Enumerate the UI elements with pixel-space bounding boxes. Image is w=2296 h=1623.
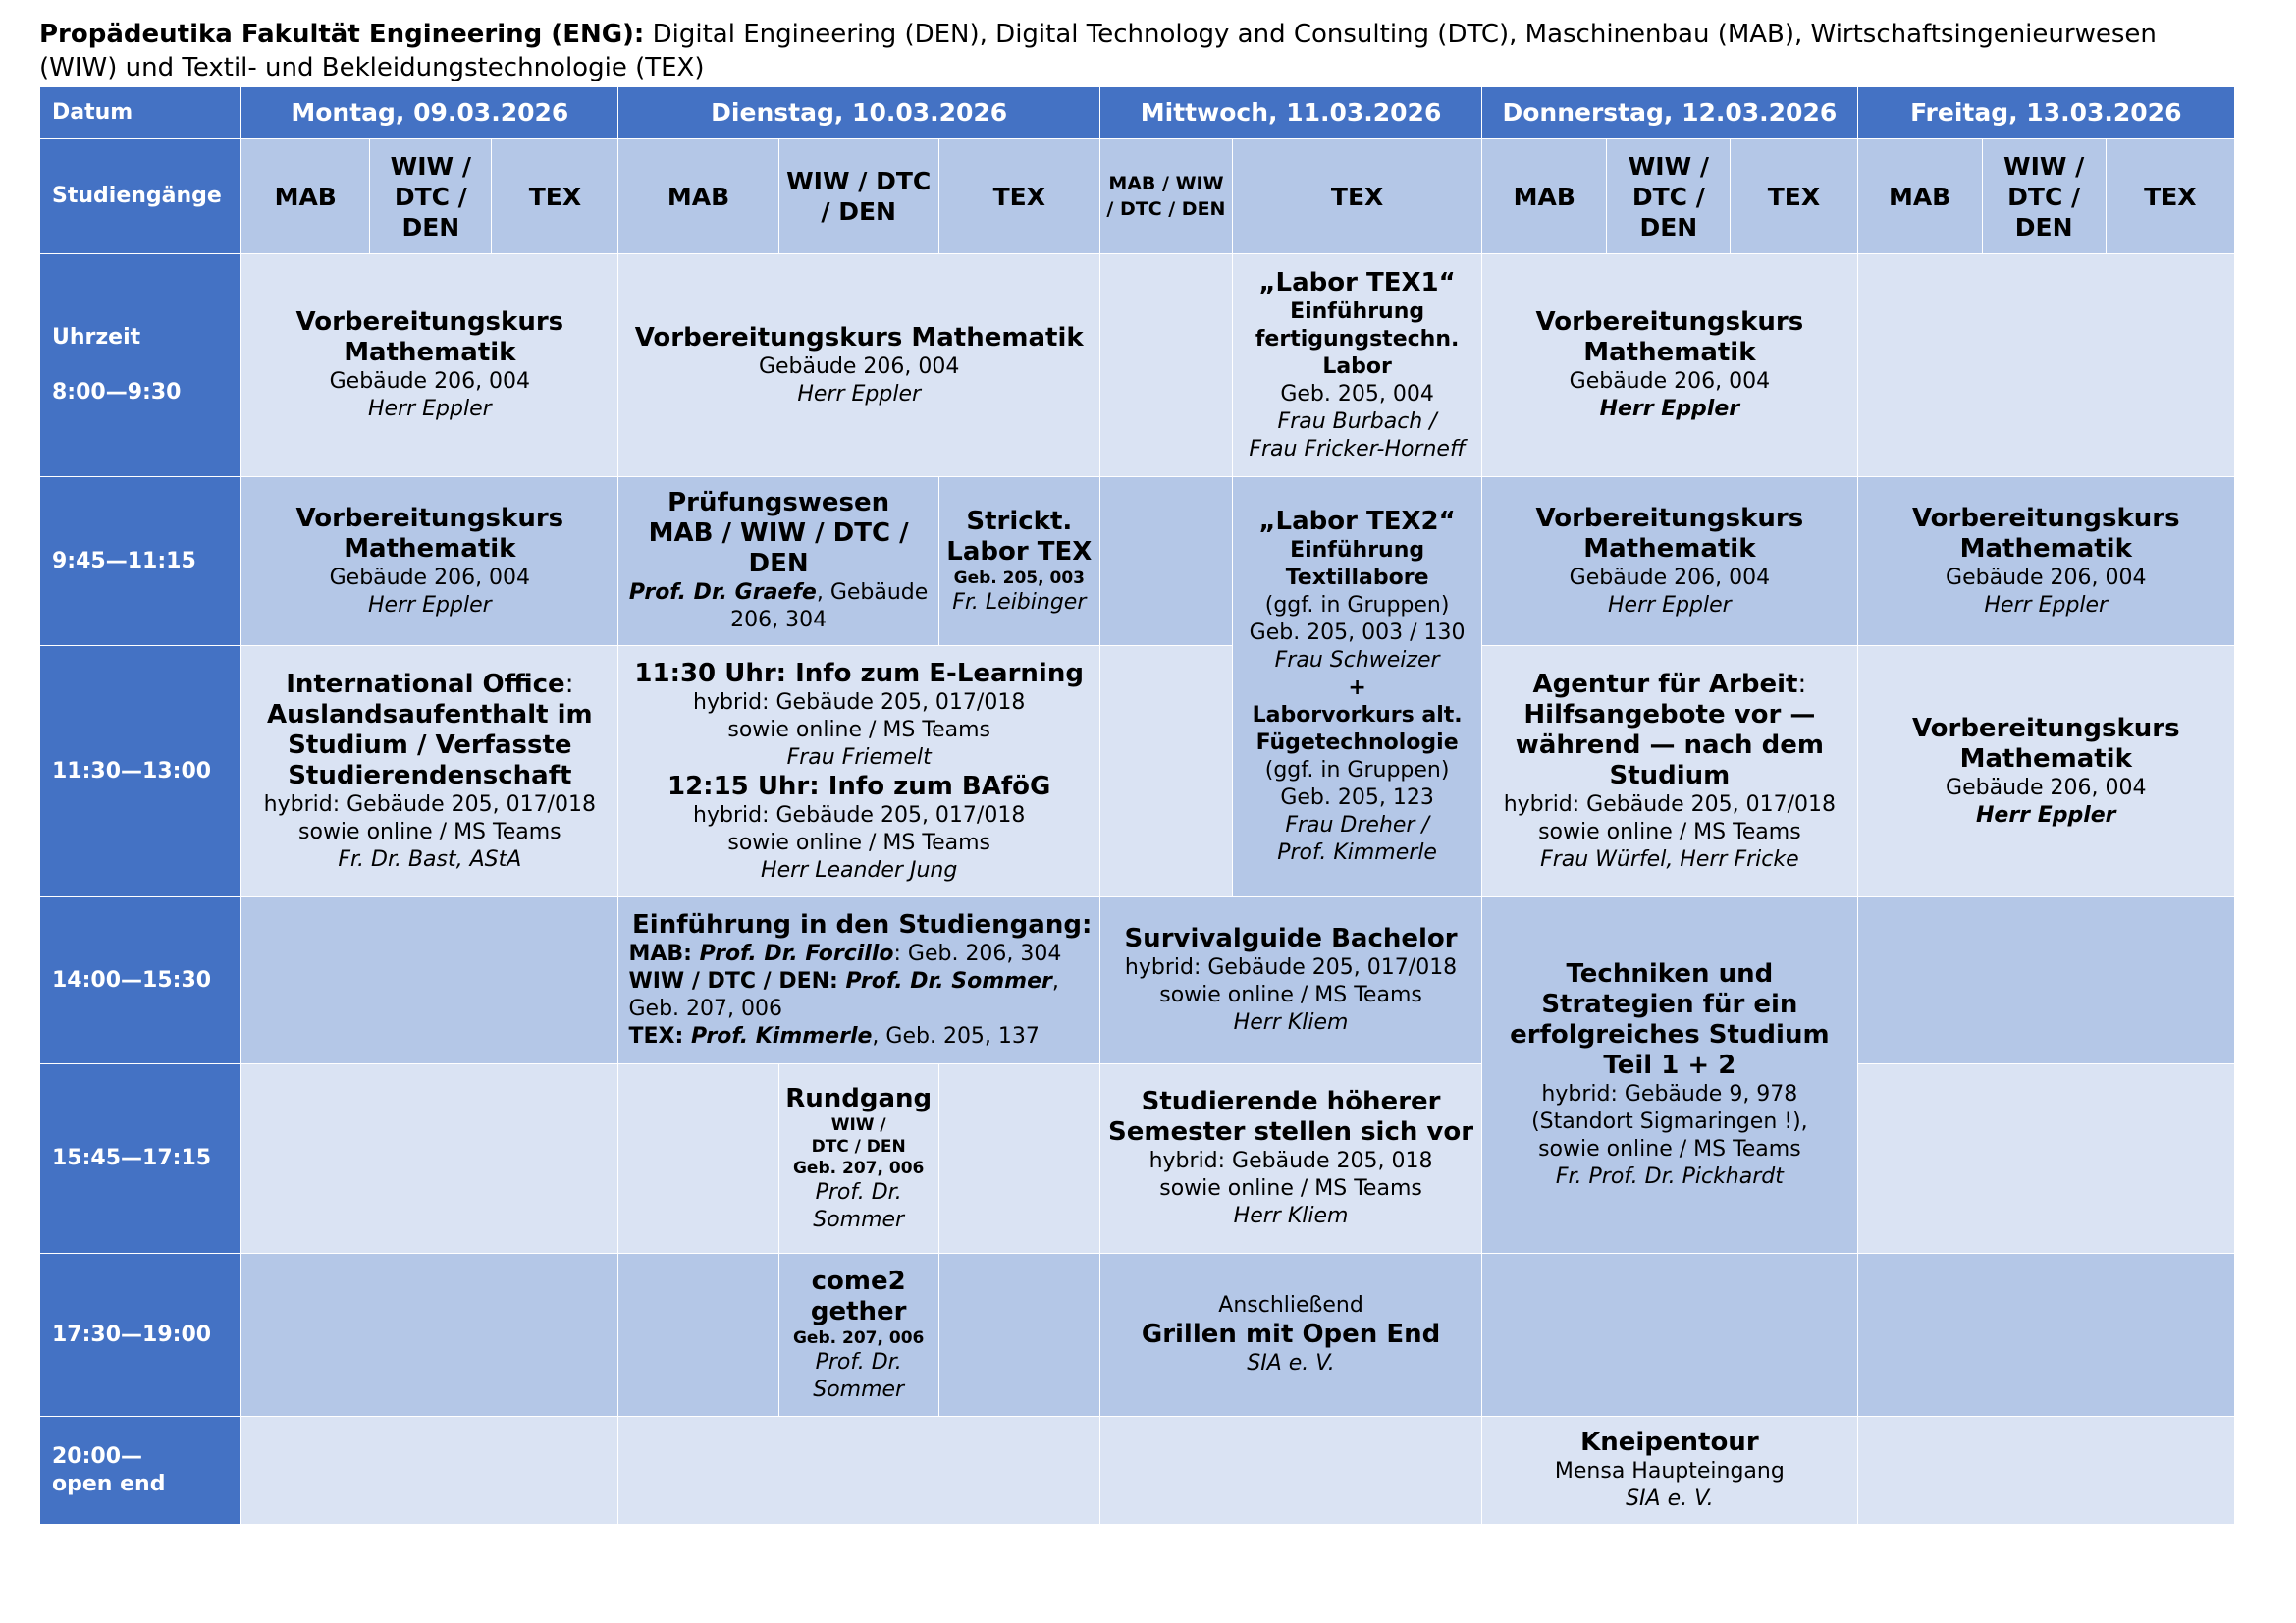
aa-title-a: Agentur für Arbeit	[1532, 669, 1798, 699]
event-room: Gebäude 206, 004	[1946, 775, 2147, 800]
event-math-fri-2	[1857, 477, 2234, 646]
event-room: , Geb. 205, 137	[872, 1024, 1040, 1049]
program-tex: TEX	[938, 139, 1099, 254]
timeslot-row-2	[40, 477, 2235, 646]
event-title: Vorbereitungskurs Mathematik	[634, 322, 1084, 352]
time-2: 9:45—11:15	[40, 477, 241, 646]
empty-cell	[938, 1254, 1099, 1417]
empty-cell	[241, 1064, 618, 1254]
empty-cell	[1857, 1417, 2234, 1525]
event-room: hybrid: Gebäude 205, 017/018	[693, 802, 1026, 828]
event-labor-tex1	[1233, 254, 1482, 477]
empty-cell	[1482, 1254, 1857, 1417]
event-room: Gebäude 206, 004	[1569, 369, 1771, 394]
event-pre: Anschließend	[1218, 1293, 1363, 1318]
empty-cell	[618, 1254, 778, 1417]
event-title: Einführung in den Studiengang:	[632, 910, 1093, 940]
program-wiw: WIW / DTC / DEN	[1982, 139, 2106, 254]
event-line: Einführung	[1290, 298, 1425, 324]
event-room: , Geb. 207, 006	[628, 969, 1059, 1021]
day-tuesday: Dienstag, 10.03.2026	[618, 87, 1099, 139]
event-title: Strickt.	[966, 506, 1073, 536]
program-mab: MAB	[1482, 139, 1607, 254]
event-person: Prof. Dr. Sommer	[845, 969, 1052, 994]
event-title: „Labor TEX2“	[1258, 507, 1456, 536]
header-row-days	[40, 87, 2235, 139]
event-person: SIA e. V.	[1247, 1351, 1335, 1376]
timeslot-row-5	[40, 1064, 2235, 1254]
timeslot-row-7	[40, 1417, 2235, 1525]
event-title	[1486, 670, 1852, 700]
empty-cell	[618, 1064, 778, 1254]
event-kneipentour	[1482, 1417, 1857, 1525]
event-title: Techniken und Strategien für ein erfolgreiches Studium Teil 1 + 2	[1510, 959, 1830, 1080]
timeslot-row-3	[40, 646, 2235, 897]
event-person: Prof. Dr. Graefe	[628, 580, 817, 605]
event-title: Vorbereitungskurs	[1911, 713, 2180, 743]
event-line: Labor	[1322, 353, 1392, 379]
event-person: Prof. Dr. Forcillo	[699, 942, 894, 966]
timeslot-row-4	[40, 897, 2235, 1064]
event-room: hybrid: Gebäude 205, 017/018	[693, 689, 1026, 715]
event-person: Frau Würfel, Herr Fricke	[1540, 846, 1799, 872]
event-title: Rundgang	[785, 1083, 933, 1113]
program-wiw: WIW / DTC / DEN	[778, 139, 938, 254]
event-title: Mathematik	[344, 533, 516, 564]
event-line: Laborvorkurs alt.	[1252, 703, 1463, 728]
empty-cell	[1857, 254, 2234, 477]
event-room: Geb. 207, 006	[792, 1158, 925, 1178]
title-bold: Propädeutika Fakultät Engineering (ENG):	[39, 20, 645, 49]
event-title: Mathematik	[1583, 338, 1756, 367]
day-thursday: Donnerstag, 12.03.2026	[1482, 87, 1857, 139]
event-details	[622, 579, 934, 634]
ein-mab-label: MAB:	[628, 942, 700, 966]
event-person: Herr Eppler	[1608, 592, 1732, 618]
timeslot-row-6	[40, 1254, 2235, 1417]
event-rundgang	[778, 1064, 938, 1254]
event-title: Prüfungswesen	[667, 488, 890, 517]
event-line: Einführung	[1290, 538, 1425, 563]
event-title: Vorbereitungskurs	[1535, 307, 1804, 337]
event-title: Vorbereitungskurs	[295, 503, 564, 533]
event-title: Mathematik	[1959, 533, 2132, 564]
event-math-thu-1	[1482, 254, 1857, 477]
event-title: Vorbereitungskurs	[1911, 503, 2180, 533]
event-room: Geb. 205, 004	[1280, 381, 1434, 406]
event-plus: +	[1348, 676, 1366, 700]
event-person: Frau Schweizer	[1274, 648, 1440, 673]
event-room: Gebäude 206, 004	[329, 369, 531, 394]
event-room: hybrid: Gebäude 205, 018	[1148, 1149, 1433, 1173]
program-tex: TEX	[1731, 139, 1857, 254]
event-line: DTC / DEN	[811, 1136, 906, 1157]
event-math-mon-1	[241, 254, 618, 477]
empty-cell	[241, 1254, 618, 1417]
event-einfuehrung	[618, 897, 1099, 1064]
event-subtitle: MAB / WIW / DTC / DEN	[648, 518, 909, 578]
time-6: 17:30—19:00	[40, 1254, 241, 1417]
event-room: hybrid: Gebäude 205, 017/018	[263, 791, 596, 817]
event-title: Studierende höherer Semester stellen sich vor	[1108, 1087, 1474, 1147]
event-person: Fr. Dr. Bast, AStA	[338, 846, 522, 872]
event-math-thu-2	[1482, 477, 1857, 646]
program-wiw: WIW / DTC / DEN	[1607, 139, 1731, 254]
event-person: Herr Leander Jung	[761, 857, 958, 883]
event-person: Sommer	[813, 1377, 905, 1402]
time-7b: open end	[52, 1471, 166, 1496]
event-room: hybrid: Gebäude 205, 017/018	[1503, 791, 1837, 817]
schedule-table	[39, 86, 2235, 1525]
empty-cell	[938, 1064, 1099, 1254]
event-line	[628, 941, 1095, 968]
event-title	[245, 670, 614, 700]
event-line: (ggf. in Gruppen)	[1264, 593, 1450, 618]
event-international-office	[241, 646, 618, 897]
event-online: sowie online / MS Teams	[727, 830, 990, 855]
event-person: Sommer	[813, 1207, 905, 1232]
time-label-1	[40, 254, 241, 477]
event-title: 11:30 Uhr: Info zum E-Learning	[634, 658, 1084, 688]
event-elearning-bafoeg	[618, 646, 1099, 897]
event-labor-tex2	[1233, 477, 1482, 897]
event-title: come2	[811, 1266, 906, 1296]
event-title: Kneipentour	[1580, 1428, 1759, 1457]
event-room: Geb. 205, 003	[953, 568, 1085, 588]
event-online: sowie online / MS Teams	[1538, 1137, 1801, 1162]
datum-label: Datum	[40, 87, 241, 139]
event-person: Prof. Kimmerle	[690, 1024, 873, 1049]
event-online: sowie online / MS Teams	[1538, 819, 1801, 844]
program-wiw: WIW / DTC / DEN	[370, 139, 492, 254]
event-person: Herr Eppler	[1976, 802, 2116, 828]
event-online: sowie online / MS Teams	[1159, 983, 1422, 1007]
event-person: Herr Eppler	[797, 381, 922, 406]
empty-cell	[618, 1417, 1099, 1525]
event-line	[628, 968, 1095, 1023]
studiengaenge-label: Studiengänge	[40, 139, 241, 254]
document-title	[39, 18, 2238, 84]
event-person: Herr Kliem	[1233, 1010, 1349, 1035]
event-person: Frau Fricker-Horneff	[1249, 436, 1466, 461]
event-room: Mensa Haupteingang	[1554, 1459, 1785, 1484]
time-5: 15:45—17:15	[40, 1064, 241, 1254]
day-wednesday: Mittwoch, 11.03.2026	[1099, 87, 1481, 139]
event-line: Fügetechnologie	[1255, 730, 1459, 755]
event-title: 12:15 Uhr: Info zum BAföG	[667, 771, 1051, 801]
empty-cell	[1099, 477, 1232, 646]
event-online: sowie online / MS Teams	[727, 717, 990, 742]
event-person: Prof. Dr.	[815, 1349, 902, 1375]
event-line: fertigungstechn.	[1255, 326, 1460, 352]
event-come2gether	[778, 1254, 938, 1417]
event-line	[628, 1023, 1095, 1051]
event-room: Geb. 207, 006	[792, 1327, 925, 1348]
program-mab: MAB	[1857, 139, 1982, 254]
event-room: Gebäude 206, 004	[758, 353, 960, 379]
event-person: Frau Friemelt	[786, 744, 932, 770]
event-person: Prof. Dr.	[815, 1179, 902, 1205]
event-title: Grillen mit Open End	[1141, 1320, 1441, 1349]
empty-cell	[1857, 1064, 2234, 1254]
event-studierende-semester	[1099, 1064, 1481, 1254]
event-title: Hilfsangebote vor — während — nach dem Studium	[1515, 699, 1824, 790]
event-title: Mathematik	[1583, 533, 1756, 564]
event-online: sowie online / MS Teams	[298, 819, 561, 844]
event-room: hybrid: Gebäude 205, 017/018	[1124, 955, 1458, 980]
event-strickt-labor	[938, 477, 1099, 646]
aa-colon: :	[1797, 669, 1807, 699]
event-survivalguide	[1099, 897, 1481, 1064]
empty-cell	[1099, 1417, 1481, 1525]
event-room: Gebäude 206, 004	[1946, 565, 2147, 590]
program-tex: TEX	[2106, 139, 2234, 254]
event-title: Mathematik	[1959, 743, 2132, 774]
event-person: Prof. Kimmerle	[1277, 840, 1437, 865]
program-tex: TEX	[1233, 139, 1482, 254]
event-person: Herr Eppler	[1599, 397, 1740, 421]
event-techniken-strategien	[1482, 897, 1857, 1254]
event-title: Mathematik	[344, 338, 516, 367]
event-person: Frau Dreher /	[1285, 813, 1429, 838]
event-title: Auslandsaufenthalt im Studium / Verfasste Studierendenschaft	[267, 699, 593, 790]
event-room: : Geb. 206, 304	[893, 942, 1062, 966]
empty-cell	[241, 1417, 618, 1525]
header-row-programs	[40, 139, 2235, 254]
event-room: Geb. 205, 123	[1280, 785, 1434, 810]
event-line: WIW /	[830, 1114, 886, 1135]
empty-cell	[1857, 1254, 2234, 1417]
program-mab: MAB	[618, 139, 778, 254]
event-title: Vorbereitungskurs	[1535, 503, 1804, 533]
event-room: Geb. 205, 003 / 130	[1249, 621, 1466, 645]
event-title: gether	[810, 1296, 907, 1326]
uhrzeit-label: Uhrzeit	[52, 325, 141, 350]
event-room: Gebäude 206, 004	[329, 565, 531, 590]
ein-tex-label: TEX:	[628, 1024, 691, 1049]
event-math-mon-2	[241, 477, 618, 646]
event-room: hybrid: Gebäude 9, 978	[1541, 1082, 1798, 1107]
event-pruefungswesen	[618, 477, 938, 646]
event-math-fri-3	[1857, 646, 2234, 897]
io-title-a: International Office	[286, 669, 565, 699]
day-monday: Montag, 09.03.2026	[241, 87, 618, 139]
event-title: Survivalguide Bachelor	[1124, 924, 1458, 953]
event-person: SIA e. V.	[1626, 1487, 1714, 1511]
event-room: , Gebäude 206, 304	[730, 580, 929, 632]
event-online: sowie online / MS Teams	[1159, 1176, 1422, 1201]
program-wed-mab: MAB / WIW / DTC / DEN	[1099, 139, 1232, 254]
time-3: 11:30—13:00	[40, 646, 241, 897]
event-agentur-arbeit	[1482, 646, 1857, 897]
empty-cell	[1099, 254, 1232, 477]
day-friday: Freitag, 13.03.2026	[1857, 87, 2234, 139]
empty-cell	[1099, 646, 1232, 897]
empty-cell	[241, 897, 618, 1064]
time-label-7	[40, 1417, 241, 1525]
event-person: Herr Eppler	[367, 397, 492, 421]
event-title: Labor TEX	[946, 536, 1093, 567]
event-person: Fr. Leibinger	[952, 589, 1087, 615]
event-line: Textillabore	[1285, 566, 1429, 590]
event-person: Frau Burbach /	[1277, 408, 1437, 434]
io-colon: :	[564, 669, 574, 699]
program-mab: MAB	[241, 139, 370, 254]
event-person: Herr Eppler	[1984, 592, 2109, 618]
event-title: Vorbereitungskurs	[295, 307, 564, 337]
timeslot-row-1	[40, 254, 2235, 477]
event-math-tue-1	[618, 254, 1099, 477]
event-person: Herr Eppler	[367, 592, 492, 618]
event-person: Herr Kliem	[1233, 1204, 1349, 1228]
event-grillen	[1099, 1254, 1481, 1417]
ein-wiw-label: WIW / DTC / DEN:	[628, 969, 846, 994]
time-1: 8:00—9:30	[52, 380, 182, 405]
time-7a: 20:00—	[52, 1443, 143, 1469]
event-title: „Labor TEX1“	[1258, 267, 1456, 298]
event-person: Fr. Prof. Dr. Pickhardt	[1555, 1164, 1784, 1189]
event-room: Gebäude 206, 004	[1569, 565, 1771, 590]
event-location: (Standort Sigmaringen !),	[1531, 1109, 1808, 1134]
title-rest: Digital Engineering (DEN), Digital Technology and Consulting (DTC), Maschinenbau (MAB), Wirtschaftsingenieurwesen (WIW) und Textil- und Bekleidungstechnologie (TEX)	[39, 20, 2157, 82]
event-line: (ggf. in Gruppen)	[1264, 758, 1450, 783]
program-tex: TEX	[492, 139, 618, 254]
time-4: 14:00—15:30	[40, 897, 241, 1064]
empty-cell	[1857, 897, 2234, 1064]
